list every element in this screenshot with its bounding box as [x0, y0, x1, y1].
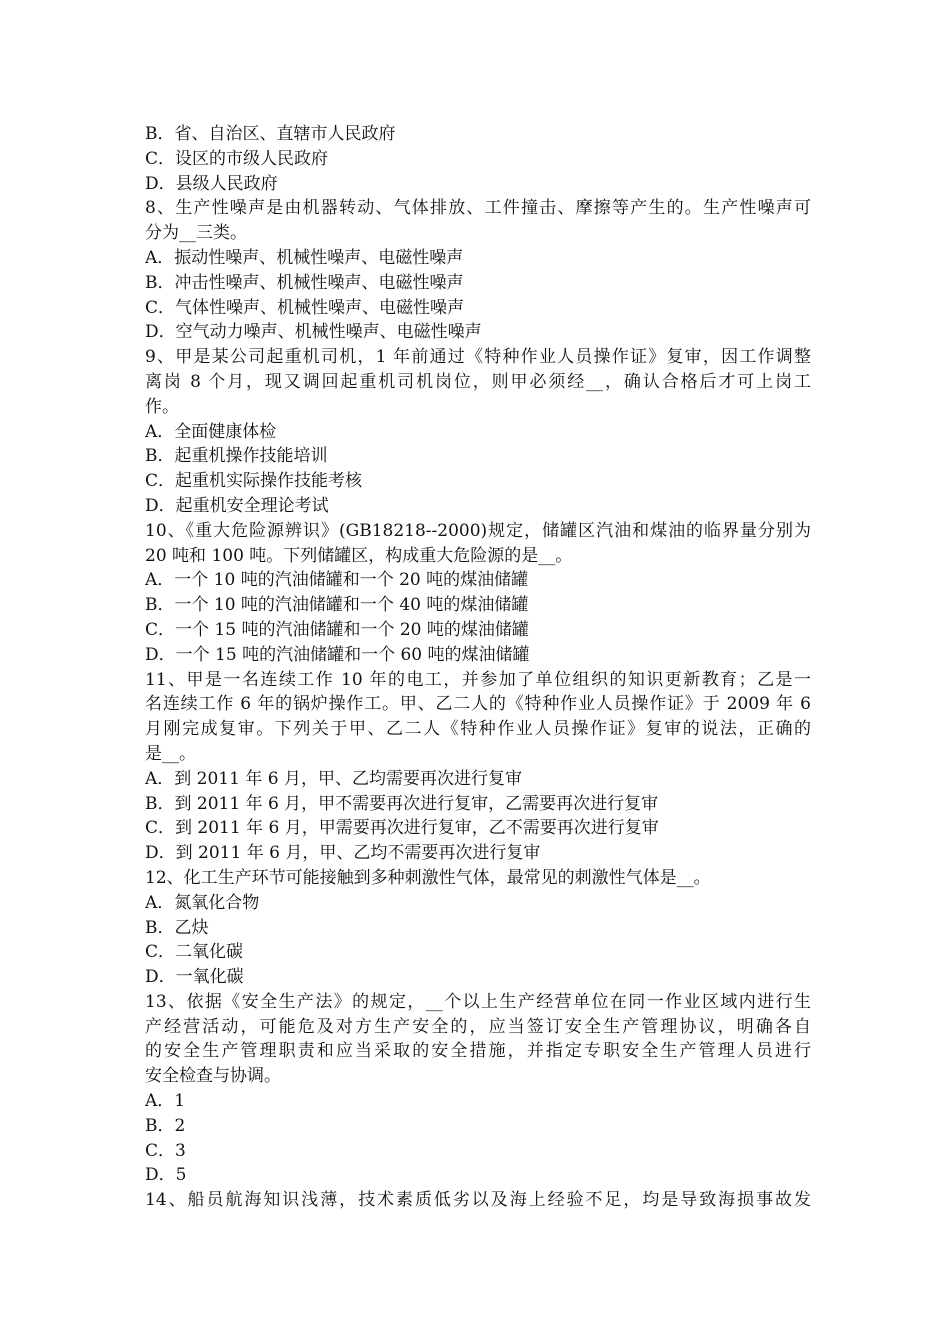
text-line: B．到 2011 年 6 月，甲不需要再次进行复审，乙需要再次进行复审	[145, 793, 659, 814]
text-line: D．一个 15 吨的汽油储罐和一个 60 吨的煤油储罐	[145, 644, 530, 665]
text-line: 是__。	[145, 743, 196, 764]
text-line: C．到 2011 年 6 月，甲需要再次进行复审，乙不需要再次进行复审	[145, 818, 659, 839]
text-line: B．2	[145, 1115, 186, 1136]
text-line: 安全检查与协调。	[145, 1066, 281, 1087]
text-line: B．起重机操作技能培训	[145, 446, 328, 467]
text-line: 作。	[145, 396, 179, 417]
text-line: B．乙炔	[145, 917, 209, 938]
text-line: 名连续工作 6 年的锅炉操作工。甲、乙二人的《特种作业人员操作证》于 2009 年 6	[145, 694, 811, 715]
text-line: 11、甲是一名连续工作 10 年的电工，并参加了单位组织的知识更新教育；乙是一	[145, 669, 811, 690]
text-line: A．振动性噪声、机械性噪声、电磁性噪声	[145, 247, 464, 268]
text-line: D．起重机安全理论考试	[145, 495, 329, 516]
text-line: 13、依据《安全生产法》的规定，__个以上生产经营单位在同一作业区域内进行生	[145, 991, 811, 1012]
text-line: 8、生产性噪声是由机器转动、气体排放、工件撞击、摩擦等产生的。生产性噪声可	[145, 198, 811, 219]
text-line: C．3	[145, 1140, 186, 1161]
text-line: 产经营活动，可能危及对方生产安全的，应当签订安全生产管理协议，明确各自	[145, 1016, 811, 1037]
text-line: B．省、自治区、直辖市人民政府	[145, 124, 396, 144]
text-line: 的安全生产管理职责和应当采取的安全措施，并指定专职安全生产管理人员进行	[145, 1041, 811, 1062]
text-line: C．一个 15 吨的汽油储罐和一个 20 吨的煤油储罐	[145, 619, 529, 640]
text-line: 9、甲是某公司起重机司机，1 年前通过《特种作业人员操作证》复审，因工作调整	[145, 347, 811, 368]
text-line: D．一氧化碳	[145, 967, 244, 988]
text-line: C．气体性噪声、机械性噪声、电磁性噪声	[145, 297, 465, 318]
text-line: D．空气动力噪声、机械性噪声、电磁性噪声	[145, 322, 482, 343]
text-line: C．设区的市级人民政府	[145, 148, 329, 169]
text-line: B．一个 10 吨的汽油储罐和一个 40 吨的煤油储罐	[145, 595, 529, 616]
document-page	[145, 122, 811, 1213]
text-line: 12、化工生产环节可能接触到多种刺激性气体，最常见的刺激性气体是__。	[145, 867, 711, 888]
text-line: 14、船员航海知识浅薄，技术素质低劣以及海上经验不足，均是导致海损事故发	[145, 1190, 811, 1211]
text-line: A．全面健康体检	[145, 421, 277, 442]
text-line: B．冲击性噪声、机械性噪声、电磁性噪声	[145, 272, 464, 293]
text-line: A．一个 10 吨的汽油储罐和一个 20 吨的煤油储罐	[145, 570, 529, 591]
text-line: C．起重机实际操作技能考核	[145, 471, 363, 492]
text-line: A．氮氧化合物	[145, 892, 260, 913]
text-line: D．县级人民政府	[145, 173, 278, 194]
text-line: C．二氧化碳	[145, 942, 244, 963]
text-line: A．到 2011 年 6 月，甲、乙均需要再次进行复审	[145, 768, 522, 789]
text-line: A．1	[145, 1091, 186, 1112]
text-line: D．5	[145, 1165, 187, 1186]
text-line: D．到 2011 年 6 月，甲、乙均不需要再次进行复审	[145, 843, 541, 864]
text-line: 月刚完成复审。下列关于甲、乙二人《特种作业人员操作证》复审的说法，正确的	[145, 719, 811, 740]
text-line: 10、《重大危险源辨识》(GB18218--2000)规定，储罐区汽油和煤油的临界量分别为	[145, 520, 811, 541]
text-line: 20 吨和 100 吨。下列储罐区，构成重大危险源的是__。	[145, 545, 573, 566]
text-line: 分为__三类。	[145, 223, 247, 244]
text-line: 离岗 8 个月，现又调回起重机司机岗位，则甲必须经__，确认合格后才可上岗工	[145, 371, 811, 392]
